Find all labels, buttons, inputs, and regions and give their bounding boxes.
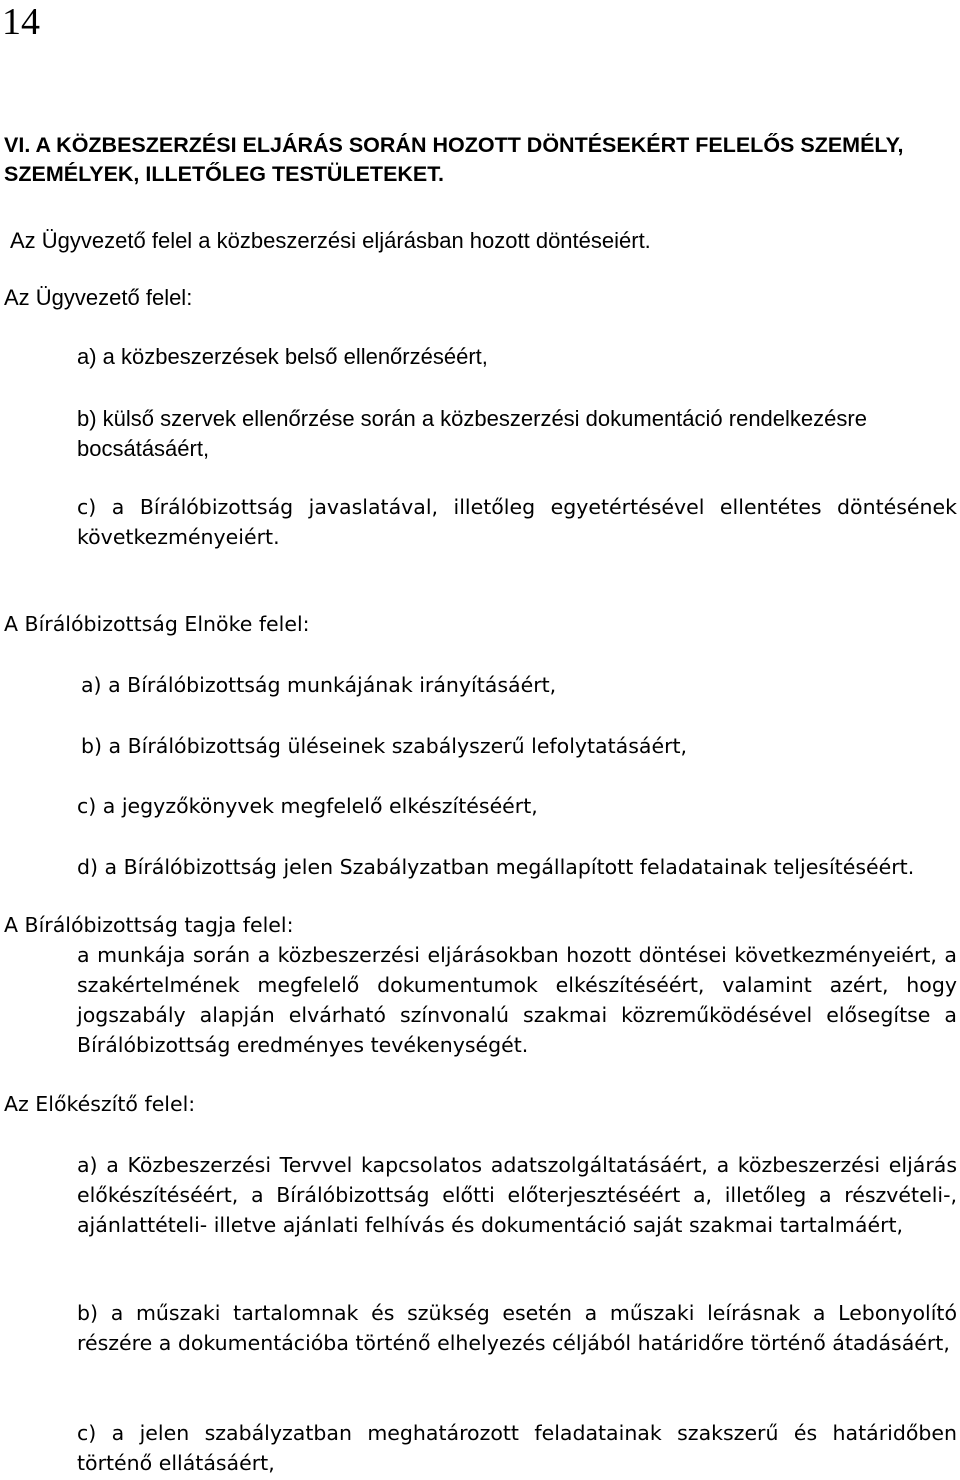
elnok-item-c: c) a jegyzőkönyvek megfelelő elkészítéséért, [77,794,538,818]
ugyvezeto-item-c: c) a Bírálóbizottság javaslatával, illetőleg egyetértésével ellentétes döntésének következményeiért. [77,495,957,549]
intro-text: Az Ügyvezető felel a közbeszerzési eljárásban hozott döntéseiért. [10,228,651,253]
elokeszito-title: Az Előkészítő felel: [4,1092,196,1116]
section-heading: VI. A KÖZBESZERZÉSI ELJÁRÁS SORÁN HOZOTT DÖNTÉSEKÉRT FELELŐS SZEMÉLY, SZEMÉLYEK, ILLETŐLEG TESTÜLETEKET. [4,133,904,186]
elokeszito-item-a: a) a Közbeszerzési Tervvel kapcsolatos adatszolgáltatásáért, a közbeszerzési eljárás előkészítéséért, a Bírálóbizottság előtti előterjesztéséért a, illetőleg a részvételi-, ajánlattételi- illetve ajánlati felhívás és dokumentáció saját szakmai tartalmáért, [77,1153,957,1237]
elnok-item-a: a) a Bírálóbizottság munkájának irányításáért, [81,673,557,697]
elokeszito-item-b: b) a műszaki tartalomnak és szükség esetén a műszaki leírásnak a Lebonyolító részére a dokumentációba történő elhelyezés céljából határidőre történő átadásáért, [77,1301,957,1355]
elnok-item-d: d) a Bírálóbizottság jelen Szabályzatban megállapított feladatainak teljesítéséért. [77,855,915,879]
ugyvezeto-item-a: a) a közbeszerzések belső ellenőrzéséért, [77,344,488,369]
tag-text: a munkája során a közbeszerzési eljárásokban hozott döntései következményeiért, a szakértelmének megfelelő dokumentumok elkészítéséért, valamint azért, hogy jogszabály alapján elvárható színvonalú szakmai közreműködésével elősegítse a Bírálóbizottság eredményes tevékenységét. [77,943,957,1057]
ugyvezeto-title: Az Ügyvezető felel: [4,285,193,310]
elokeszito-item-c: c) a jelen szabályzatban meghatározott feladatainak szakszerű és határidőben történő ellátásáért, [77,1421,957,1475]
page-number: 14 [2,1,40,43]
elnok-title: A Bírálóbizottság Elnöke felel: [4,612,310,636]
elnok-item-b: b) a Bírálóbizottság üléseinek szabályszerű lefolytatásáért, [81,734,688,758]
tag-title: A Bírálóbizottság tagja felel: [4,913,294,937]
ugyvezeto-item-b: b) külső szervek ellenőrzése során a közbeszerzési dokumentáció rendelkezésre bocsátásáért, [77,406,867,461]
